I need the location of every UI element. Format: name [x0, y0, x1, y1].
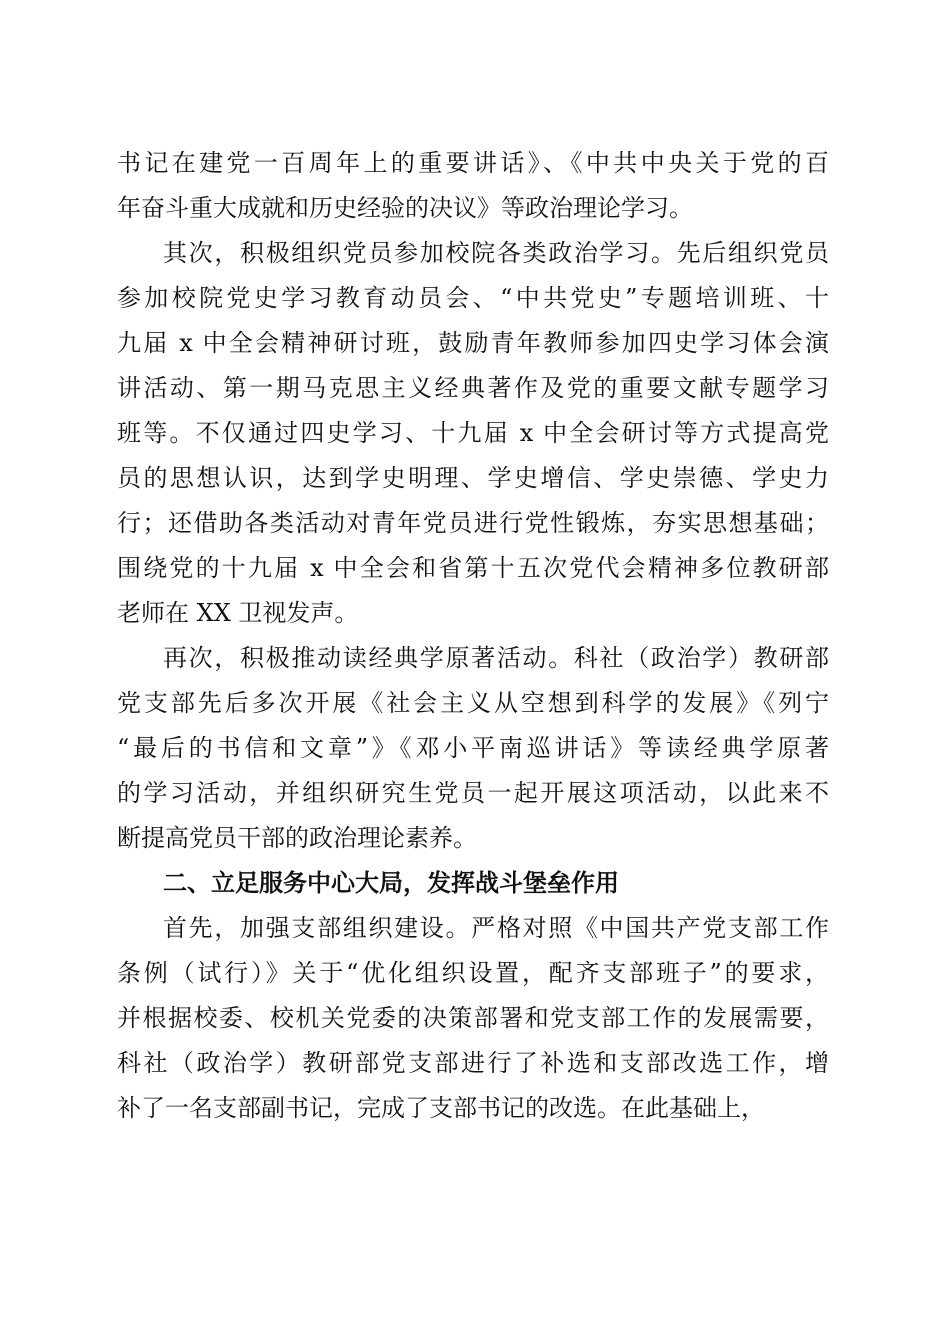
- text-line: 九届 x 中全会精神研讨班，鼓励青年教师参加四史学习体会演: [117, 329, 829, 357]
- document-body: [117, 141, 829, 1131]
- text-line: 员的思想认识，达到学史明理、学史增信、学史崇德、学史力: [117, 464, 829, 492]
- text-line: 的学习活动，并组织研究生党员一起开展这项活动，以此来不: [117, 779, 829, 807]
- text-line: “最后的书信和文章”》《邓小平南巡讲话》等读经典学原著: [117, 734, 829, 762]
- text-line: 科社（政治学）教研部党支部进行了补选和支部改选工作，增: [117, 1049, 829, 1077]
- text-line: 断提高党员干部的政治理论素养。: [117, 824, 477, 852]
- paragraph-thirdly: [117, 636, 829, 861]
- text-line: 条例（试行）》关于“优化组织设置，配齐支部班子”的要求，: [117, 959, 829, 987]
- text-line: 参加校院党史学习教育动员会、“中共党史”专题培训班、十: [117, 284, 829, 312]
- text-line: 并根据校委、校机关党委的决策部署和党支部工作的发展需要，: [117, 1004, 829, 1032]
- text-line: 年奋斗重大成就和历史经验的决议》等政治理论学习。: [117, 194, 693, 222]
- text-line: 书记在建党一百周年上的重要讲话》、《中共中央关于党的百: [117, 149, 829, 177]
- paragraph-secondly: [117, 231, 829, 636]
- text-line: 班等。不仅通过四史学习、十九届 x 中全会研讨等方式提高党: [117, 419, 829, 447]
- text-line: 行；还借助各类活动对青年党员进行党性锻炼，夯实思想基础；: [117, 509, 829, 537]
- text-line: 围绕党的十九届 x 中全会和省第十五次党代会精神多位教研部: [117, 554, 829, 582]
- paragraph-firstly: [117, 906, 829, 1131]
- text-line: 再次，积极推动读经典学原著活动。科社（政治学）教研部: [163, 644, 829, 672]
- text-line: 首先，加强支部组织建设。严格对照《中国共产党支部工作: [163, 914, 829, 942]
- paragraph-continuation: [117, 141, 829, 231]
- text-line: 其次，积极组织党员参加校院各类政治学习。先后组织党员: [163, 239, 829, 267]
- section-heading: 二、立足服务中心大局，发挥战斗堡垒作用: [163, 869, 619, 897]
- text-line: 讲活动、第一期马克思主义经典著作及党的重要文献专题学习: [117, 374, 829, 402]
- text-line: 补了一名支部副书记，完成了支部书记的改选。在此基础上，: [117, 1094, 765, 1122]
- text-line: 老师在 XX 卫视发声。: [117, 599, 359, 627]
- text-line: 党支部先后多次开展《社会主义从空想到科学的发展》《列宁: [117, 689, 829, 717]
